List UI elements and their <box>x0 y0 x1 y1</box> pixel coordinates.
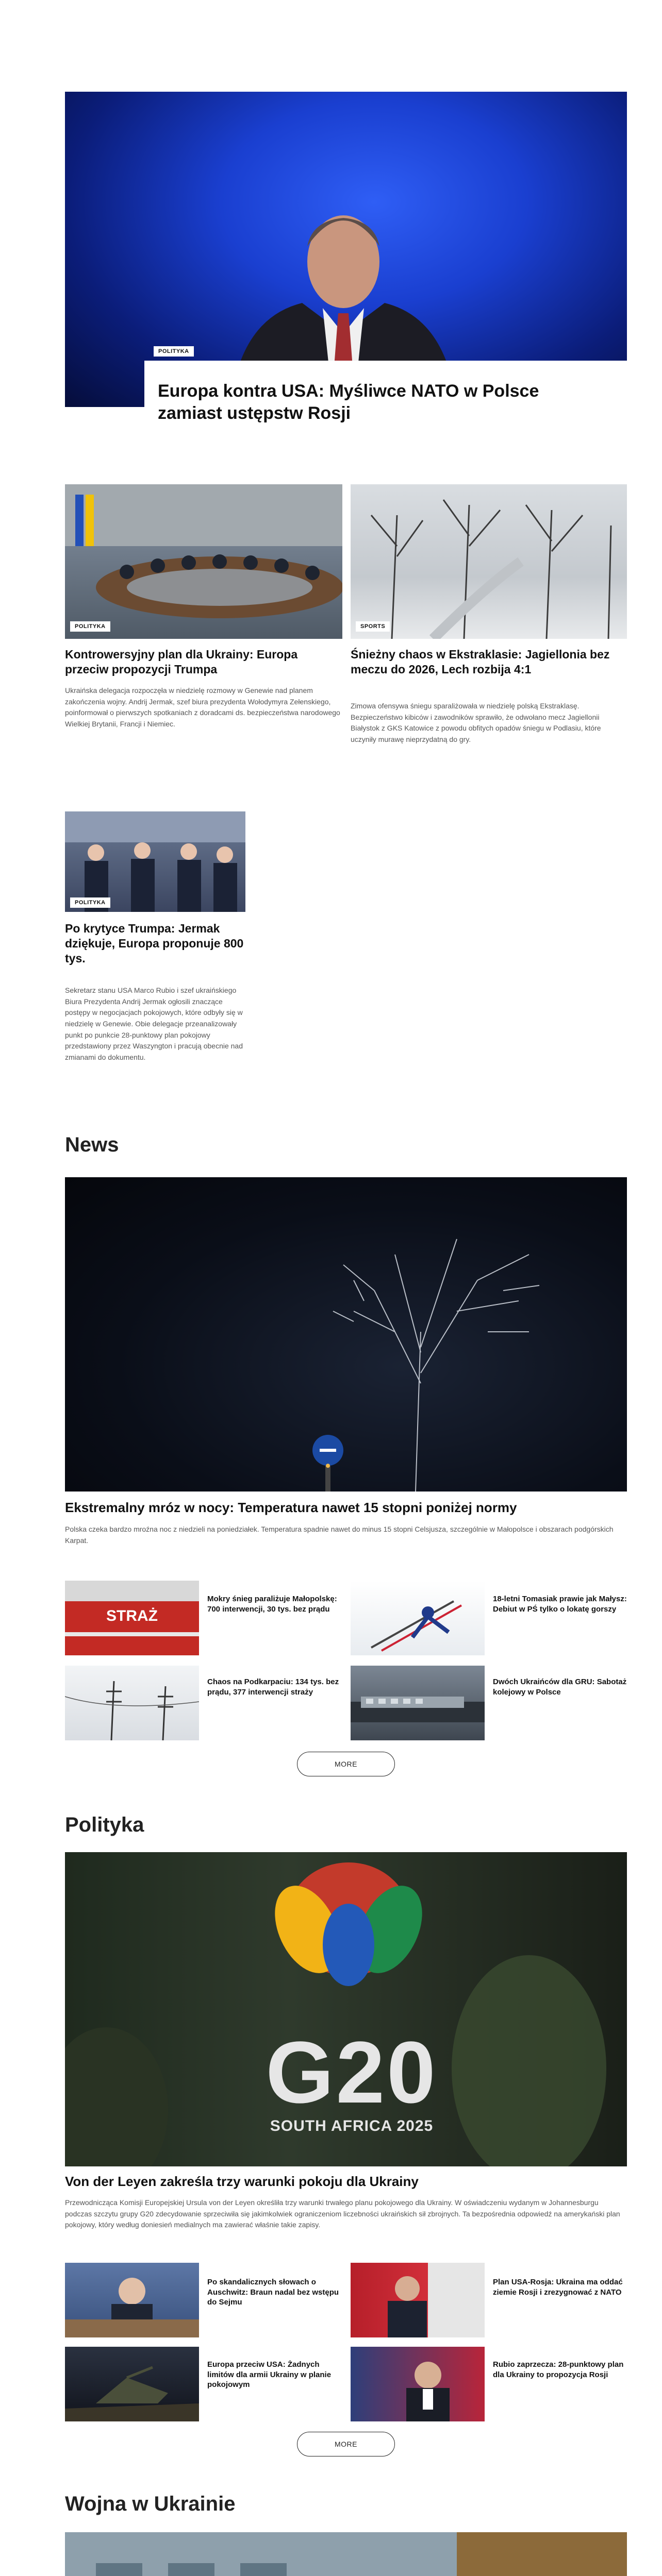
featured-title-2[interactable]: Śnieżny chaos w Ekstraklasie: Jagiellonia bez meczu do 2026, Lech rozbija 4:1 <box>351 648 610 676</box>
news-lead-image[interactable] <box>65 1177 627 1492</box>
hero-category-tag[interactable]: POLITYKA <box>154 346 194 357</box>
featured-image-3[interactable] <box>65 811 245 912</box>
news-item-2-title[interactable]: 18-letni Tomasiak prawie jak Małysz: Debiut w PŚ tylko o lokatę gorszy <box>493 1595 627 1614</box>
svg-text:STRAŻ: STRAŻ <box>106 1607 158 1624</box>
featured-image-1[interactable] <box>65 484 342 639</box>
news-thumb-2[interactable] <box>351 1581 485 1655</box>
featured-title-3[interactable]: Po krytyce Trumpa: Jermak dziękuje, Europa proponuje 800 tys. <box>65 922 244 965</box>
featured-text-2: Zimowa ofensywa śniegu sparaliżowała w niedzielę polską Ekstraklasę. Bezpieczeństwo kibiców i zawodników sprawiło, że odwołano mecz Jagiellonii Białystok z GKS Katowice z powodu obfitych opadów śniegu w Podlasiu, które uczyniły murawę nieprzydatną do gry. <box>351 702 601 744</box>
news-thumb-3[interactable] <box>65 1666 199 1740</box>
polityka-item-1-title[interactable]: Po skandalicznych słowach o Auschwitz: Braun nadal bez wstępu do Sejmu <box>207 2278 339 2307</box>
polityka-lead-image[interactable] <box>65 1852 627 2166</box>
news-item-3-title[interactable]: Chaos na Podkarpaciu: 134 tys. bez prądu, 377 interwencji straży <box>207 1677 339 1697</box>
polityka-thumb-2[interactable] <box>351 2263 485 2337</box>
hero-title[interactable]: Europa kontra USA: Myśliwce NATO w Polsce zamiast ustępstw Rosji <box>158 381 539 423</box>
featured-text-3: Sekretarz stanu USA Marco Rubio i szef ukraińskiego Biura Prezydenta Andrij Jermak ogłosili znaczące postępy w negocjacjach pokojowych, które odbyły się w niedzielę w Genewie. Obie delegacje przeanalizowały punkt po punkcie 28-punktowy plan pokojowy przedstawiony przez Waszyngton i pracują obecnie nad zmianami do dokumentu. <box>65 986 243 1062</box>
featured-image-2[interactable] <box>351 484 627 639</box>
polityka-lead-text: Przewodnicząca Komisji Europejskiej Ursula von der Leyen określiła trzy warunki trwałego planu pokojowego dla Ukrainy. W oświadczeniu wydanym w Johannesburgu podczas szczytu grupy G20 zdecydowanie sprzeciwiła się jakimkolwiek ograniczeniom liczebności ukraińskich sił zbrojnych. Ta bezpośrednia odpowiedź na amerykański plan pokojowy, który według doniesień medialnych ma zawierać właśnie takie zapisy. <box>65 2198 620 2229</box>
polityka-thumb-1[interactable] <box>65 2263 199 2337</box>
wojna-lead-image[interactable] <box>65 2532 627 2576</box>
featured-tag-2[interactable]: SPORTS <box>356 621 390 632</box>
news-lead-text: Polska czeka bardzo mroźna noc z niedzieli na poniedziałek. Temperatura spadnie nawet do minus 15 stopni Celsjusza, szczególnie w Małopolsce i obszarach podgórskich Karpat. <box>65 1525 614 1545</box>
section-heading-polityka[interactable]: Polityka <box>65 1814 144 1836</box>
polityka-item-3-title[interactable]: Europa przeciw USA: Żadnych limitów dla armii Ukrainy w planie pokojowym <box>207 2360 332 2389</box>
polityka-thumb-3[interactable] <box>65 2347 199 2421</box>
polityka-item-4-title[interactable]: Rubio zaprzecza: 28-punktowy plan dla Ukrainy to propozycja Rosji <box>493 2360 624 2379</box>
news-more-button[interactable]: MORE <box>297 1752 395 1776</box>
news-item-1-title[interactable]: Mokry śnieg paraliżuje Małopolskę: 700 interwencji, 30 tys. bez prądu <box>207 1595 337 1614</box>
polityka-item-2-title[interactable]: Plan USA-Rosja: Ukraina ma oddać ziemie Rosji i zrezygnować z NATO <box>493 2278 623 2297</box>
news-item-4-title[interactable]: Dwóch Ukraińców dla GRU: Sabotaż kolejowy w Polsce <box>493 1677 627 1697</box>
polityka-more-button[interactable]: MORE <box>297 2432 395 2456</box>
section-heading-news[interactable]: News <box>65 1133 119 1156</box>
g20-logo-subtitle: SOUTH AFRICA 2025 <box>270 2117 434 2134</box>
section-heading-wojna[interactable]: Wojna w Ukrainie <box>65 2493 236 2515</box>
featured-tag-3[interactable]: POLITYKA <box>70 897 110 908</box>
polityka-thumb-4[interactable] <box>351 2347 485 2421</box>
hero-image[interactable] <box>65 92 627 407</box>
news-lead-title[interactable]: Ekstremalny mróz w nocy: Temperatura nawet 15 stopni poniżej normy <box>65 1500 517 1515</box>
news-thumb-1[interactable] <box>65 1581 199 1655</box>
news-thumb-4[interactable] <box>351 1666 485 1740</box>
g20-logo-text: G20 <box>266 2024 438 2122</box>
featured-title-1[interactable]: Kontrowersyjny plan dla Ukrainy: Europa przeciw propozycji Trumpa <box>65 648 298 676</box>
featured-tag-1[interactable]: POLITYKA <box>70 621 110 632</box>
polityka-lead-title[interactable]: Von der Leyen zakreśla trzy warunki pokoju dla Ukrainy <box>65 2174 419 2189</box>
featured-text-1: Ukraińska delegacja rozpoczęła w niedzielę rozmowy w Genewie nad planem zakończenia wojny. Andrij Jermak, szef biura prezydenta Wołodymyra Zełenskiego, poinformował o pierwszych spotkaniach z doradcami ds. bezpieczeństwa narodowego Wielkiej Brytanii, Francji i Niemiec. <box>65 686 340 728</box>
